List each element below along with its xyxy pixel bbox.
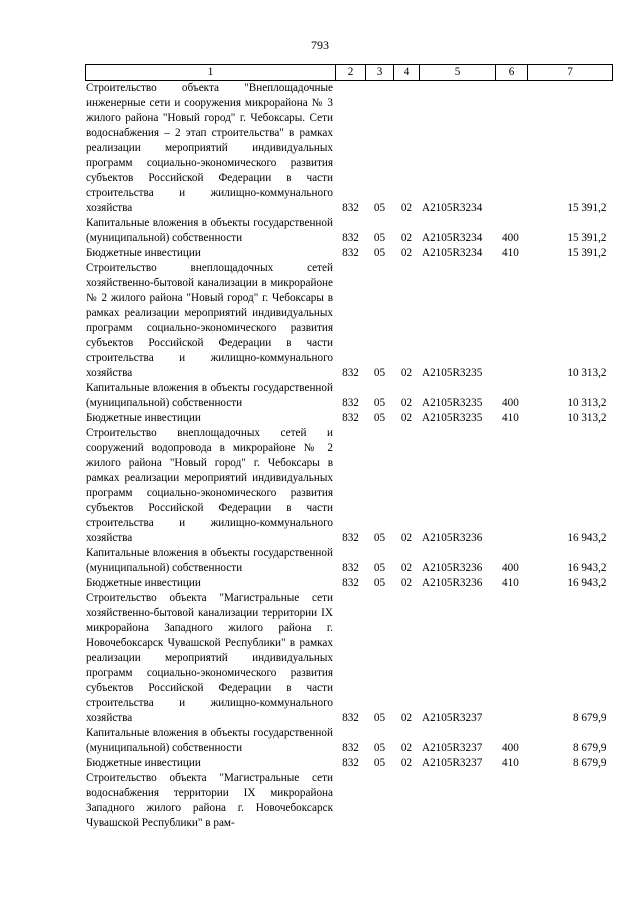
table-row	[86, 246, 613, 261]
amount-cell: 16 943,2	[567, 562, 607, 574]
expense-type-cell	[496, 771, 528, 831]
expense-type-cell: 400	[502, 397, 519, 409]
expense-type-cell: 400	[502, 562, 519, 574]
grbs-code-cell: 832	[342, 532, 359, 544]
subsection-code-cell: 02	[400, 367, 413, 379]
grbs-code-cell: 832	[342, 202, 359, 214]
table-body	[86, 81, 613, 832]
column-header: 1	[86, 65, 336, 81]
amount-cell: 10 313,2	[567, 367, 607, 379]
target-article-cell: A2105R3237	[422, 742, 483, 754]
section-code-cell: 05	[373, 202, 386, 214]
target-article-cell: A2105R3234	[422, 232, 483, 244]
section-code-cell: 05	[373, 532, 386, 544]
expense-type-cell: 400	[502, 742, 519, 754]
amount-cell: 16 943,2	[567, 577, 607, 589]
target-article-cell: A2105R3234	[422, 202, 483, 214]
section-code-cell: 05	[373, 562, 386, 574]
subsection-code-cell: 02	[400, 397, 413, 409]
amount-cell: 8 679,9	[572, 757, 607, 769]
row-name-cell: Строительство объекта "Внеплощадочные инженерные сети и сооружения микрорайона № 3 жилого района "Новый город" г. Чебоксары. Сети водоснабжения – 2 этап строительства" в рамках реализации мероприятий индивидуальных программ социально-экономического развития субъектов Российской Федерации в части строительства и жилищно-коммунального хозяйства	[86, 82, 333, 214]
table-row	[86, 591, 613, 726]
row-name-cell: Строительство объекта "Магистральные сети водоснабжения территории IX микрорайона Западного жилого района г. Новочебоксарск Чувашской Республики" в рам-	[86, 772, 333, 829]
row-name-cell: Капитальные вложения в объекты государственной (муниципальной) собственности	[86, 217, 333, 244]
grbs-code-cell: 832	[342, 412, 359, 424]
section-code-cell: 05	[373, 247, 386, 259]
expense-type-cell	[496, 261, 528, 381]
amount-cell: 15 391,2	[567, 247, 607, 259]
target-article-cell: A2105R3236	[422, 577, 483, 589]
section-code-cell: 05	[373, 577, 386, 589]
expense-type-cell: 400	[502, 232, 519, 244]
row-name-cell: Бюджетные инвестиции	[86, 577, 201, 589]
expense-type-cell: 410	[502, 412, 519, 424]
grbs-code-cell	[336, 771, 366, 831]
row-name-cell: Капитальные вложения в объекты государственной (муниципальной) собственности	[86, 547, 333, 574]
row-name-cell: Капитальные вложения в объекты государственной (муниципальной) собственности	[86, 382, 333, 409]
grbs-code-cell: 832	[342, 562, 359, 574]
column-header: 4	[394, 65, 420, 81]
section-code-cell: 05	[373, 712, 386, 724]
column-header: 6	[496, 65, 528, 81]
subsection-code-cell: 02	[400, 757, 413, 769]
subsection-code-cell: 02	[400, 532, 413, 544]
table-row	[86, 411, 613, 426]
grbs-code-cell: 832	[342, 577, 359, 589]
amount-cell: 10 313,2	[567, 412, 607, 424]
row-name-cell: Бюджетные инвестиции	[86, 412, 201, 424]
section-code-cell: 05	[373, 397, 386, 409]
column-header: 3	[366, 65, 394, 81]
table-header-row	[86, 65, 613, 81]
grbs-code-cell: 832	[342, 247, 359, 259]
grbs-code-cell: 832	[342, 367, 359, 379]
table-row	[86, 261, 613, 381]
amount-cell: 8 679,9	[572, 712, 607, 724]
column-header: 7	[528, 65, 613, 81]
subsection-code-cell	[394, 771, 420, 831]
subsection-code-cell: 02	[400, 412, 413, 424]
expense-type-cell: 410	[502, 247, 519, 259]
subsection-code-cell: 02	[400, 712, 413, 724]
grbs-code-cell: 832	[342, 397, 359, 409]
table-row	[86, 381, 613, 411]
amount-cell: 15 391,2	[567, 232, 607, 244]
target-article-cell: A2105R3234	[422, 247, 483, 259]
grbs-code-cell: 832	[342, 742, 359, 754]
amount-cell: 10 313,2	[567, 397, 607, 409]
target-article-cell: A2105R3235	[422, 367, 483, 379]
grbs-code-cell: 832	[342, 232, 359, 244]
grbs-code-cell: 832	[342, 757, 359, 769]
section-code-cell: 05	[373, 412, 386, 424]
table-row	[86, 726, 613, 756]
target-article-cell: A2105R3236	[422, 532, 483, 544]
expense-type-cell: 410	[502, 757, 519, 769]
section-code-cell: 05	[373, 367, 386, 379]
subsection-code-cell: 02	[400, 247, 413, 259]
row-name-cell: Строительство объекта "Магистральные сети хозяйственно-бытовой канализации территории IX микрорайона Западного жилого района г. Новочебоксарск Чувашской Республики" в рамках реализации мероприятий индивидуальных программ социально-экономического развития субъектов Российской Федерации в части строительства и жилищно-коммунального хозяйства	[86, 592, 333, 724]
section-code-cell: 05	[373, 757, 386, 769]
expense-type-cell	[496, 81, 528, 217]
section-code-cell: 05	[373, 742, 386, 754]
amount-cell: 15 391,2	[567, 202, 607, 214]
subsection-code-cell: 02	[400, 577, 413, 589]
section-code-cell	[366, 771, 394, 831]
expense-type-cell	[496, 591, 528, 726]
target-article-cell: A2105R3235	[422, 412, 483, 424]
column-header: 2	[336, 65, 366, 81]
budget-table	[85, 64, 613, 831]
target-article-cell	[420, 771, 496, 831]
amount-cell	[528, 771, 613, 831]
expense-type-cell	[496, 426, 528, 546]
expense-type-cell: 410	[502, 577, 519, 589]
section-code-cell: 05	[373, 232, 386, 244]
table-row	[86, 216, 613, 246]
row-name-cell: Строительство внеплощадочных сетей хозяйственно-бытовой канализации в микрорайоне № 2 жилого района "Новый город" г. Чебоксары в рамках реализации мероприятий индивидуальных программ социально-экономического развития субъектов Российской Федерации в части строительства и жилищно-коммунального хозяйства	[86, 262, 333, 379]
table-row	[86, 771, 613, 831]
subsection-code-cell: 02	[400, 232, 413, 244]
row-name-cell: Строительство внеплощадочных сетей и сооружений водопровода в микрорайоне № 2 жилого района "Новый город" г. Чебоксары в рамках реализации мероприятий индивидуальных программ социально-экономического развития субъектов Российской Федерации в части строительства и жилищно-коммунального хозяйства	[86, 427, 333, 544]
column-header: 5	[420, 65, 496, 81]
page-number: 793	[311, 38, 329, 52]
row-name-cell: Бюджетные инвестиции	[86, 247, 201, 259]
amount-cell: 8 679,9	[572, 742, 607, 754]
table-row	[86, 81, 613, 217]
target-article-cell: A2105R3237	[422, 757, 483, 769]
subsection-code-cell: 02	[400, 562, 413, 574]
row-name-cell: Бюджетные инвестиции	[86, 757, 201, 769]
row-name-cell: Капитальные вложения в объекты государственной (муниципальной) собственности	[86, 727, 333, 754]
subsection-code-cell: 02	[400, 202, 413, 214]
target-article-cell: A2105R3235	[422, 397, 483, 409]
table-row	[86, 426, 613, 546]
table-row	[86, 756, 613, 771]
target-article-cell: A2105R3237	[422, 712, 483, 724]
target-article-cell: A2105R3236	[422, 562, 483, 574]
grbs-code-cell: 832	[342, 712, 359, 724]
subsection-code-cell: 02	[400, 742, 413, 754]
amount-cell: 16 943,2	[567, 532, 607, 544]
table-row	[86, 546, 613, 576]
table-row	[86, 576, 613, 591]
